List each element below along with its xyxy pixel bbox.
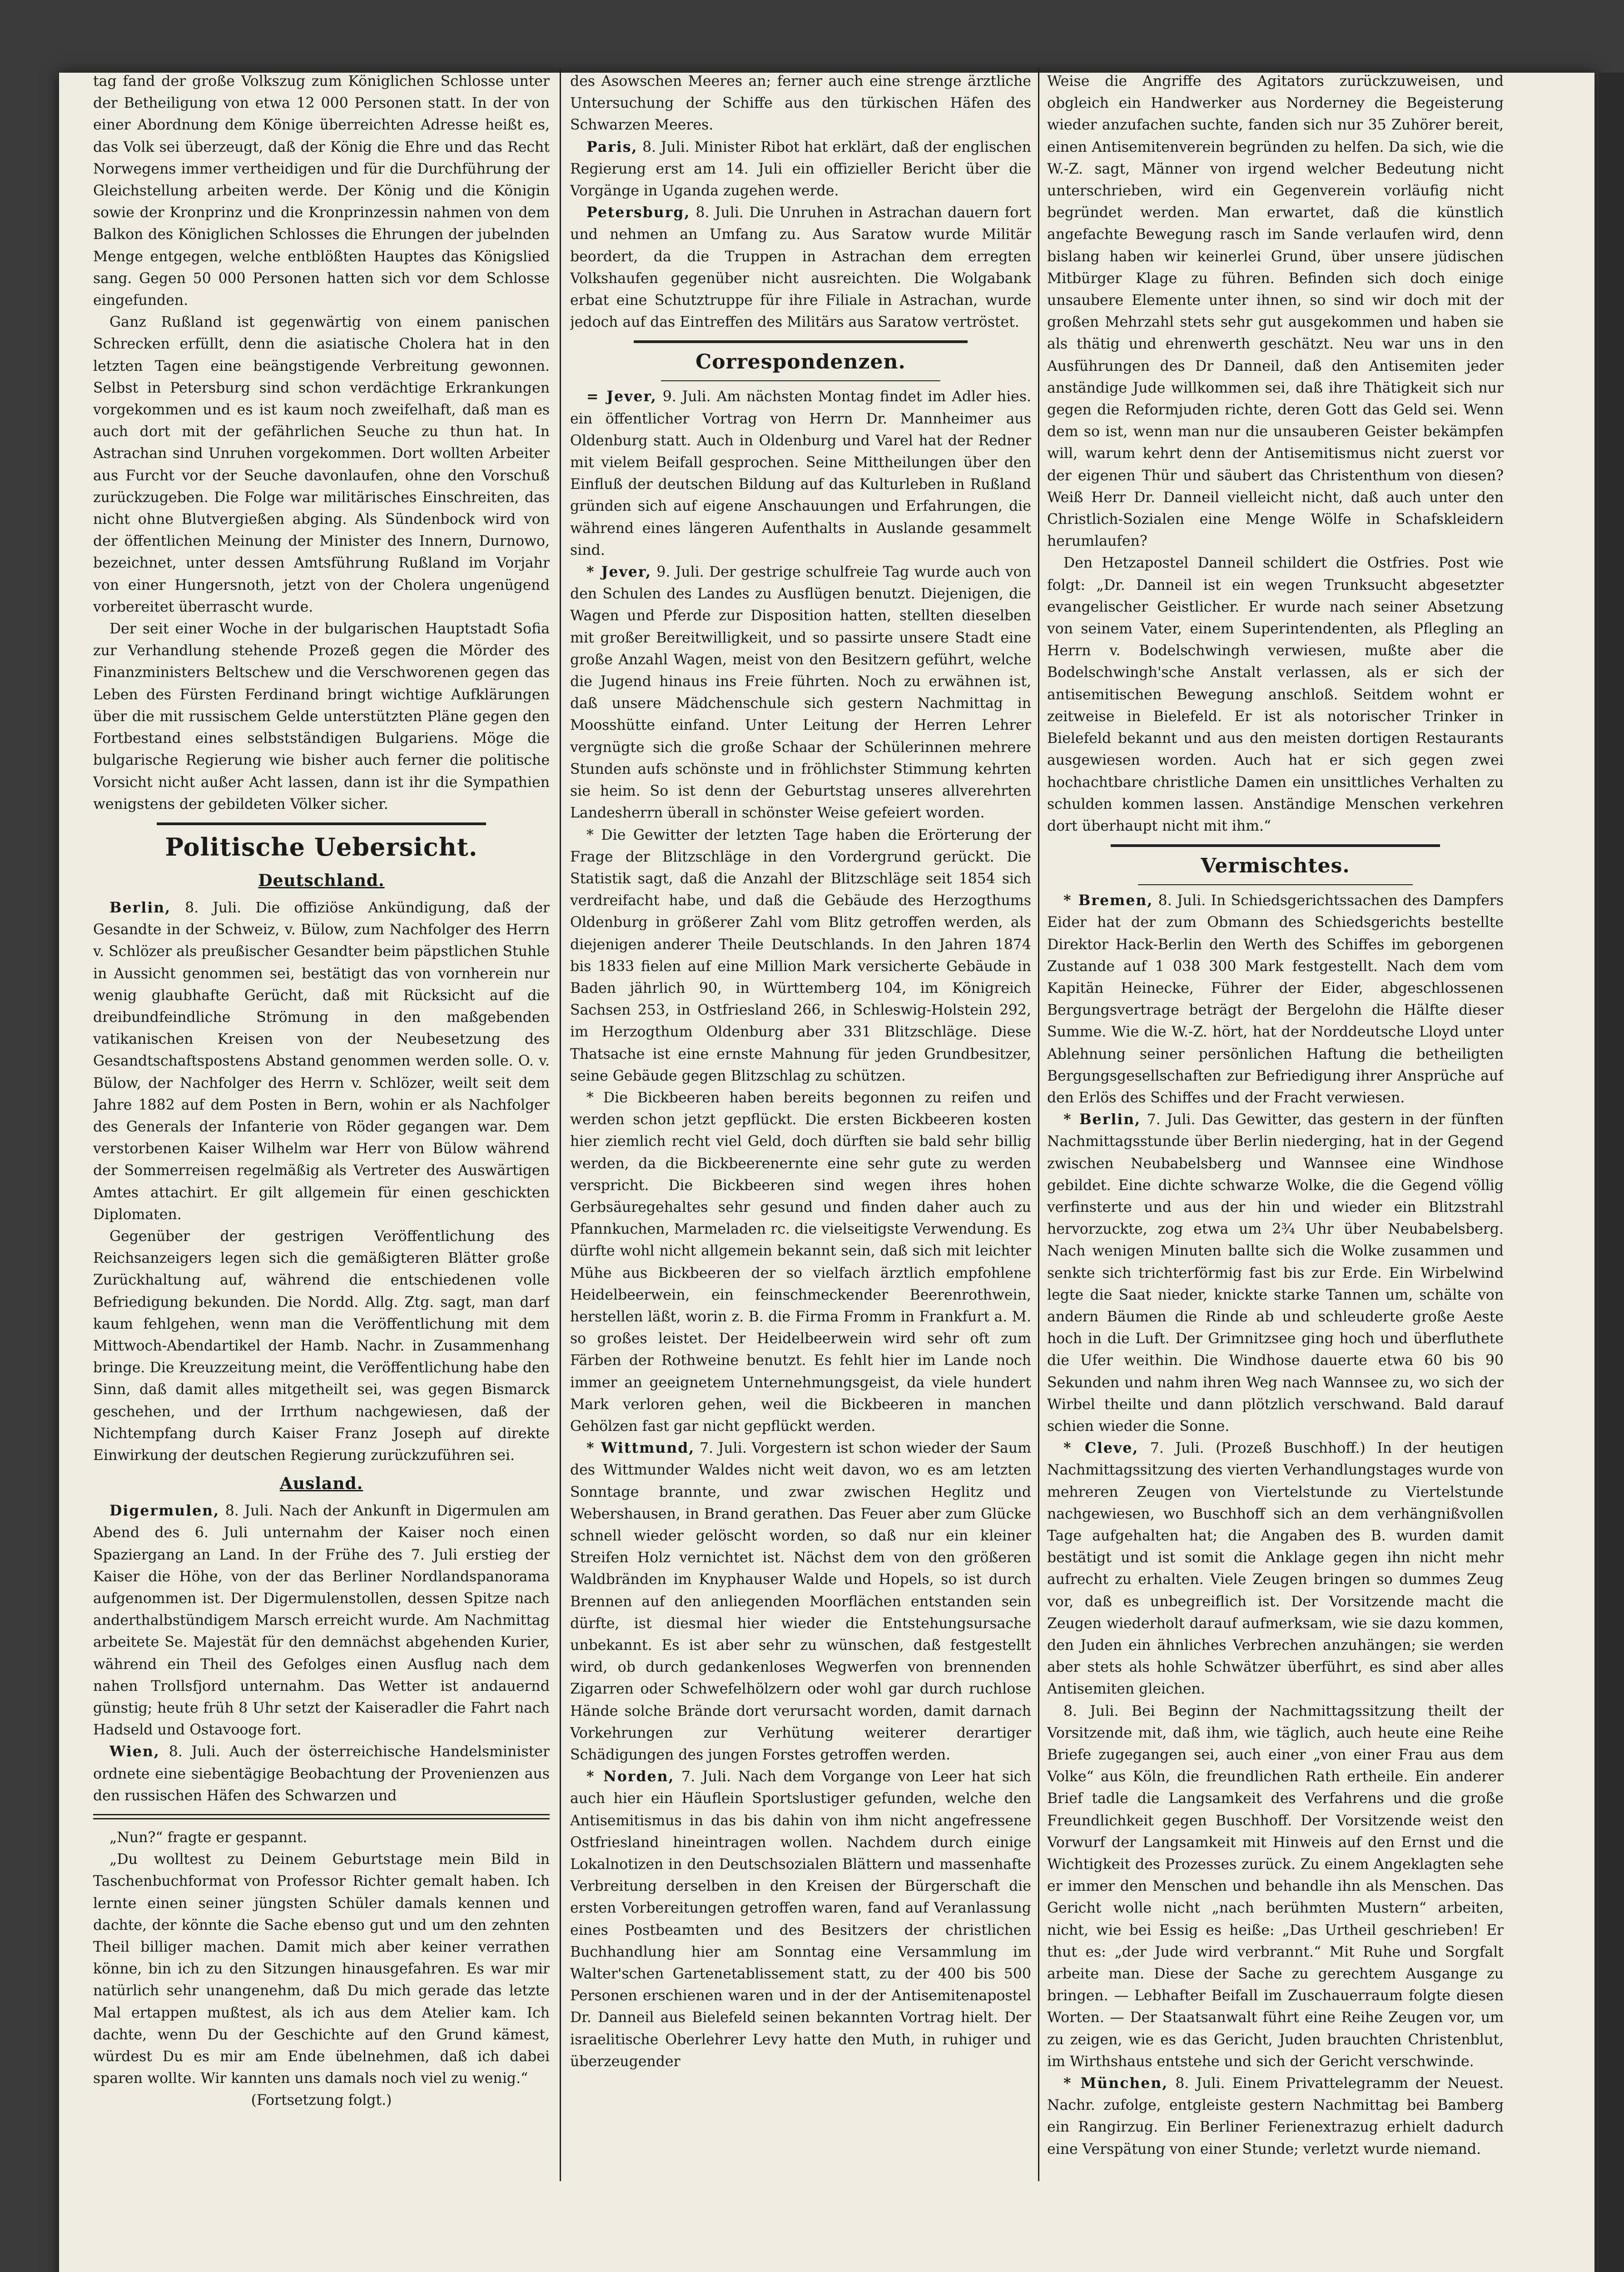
section-heading: Vermischtes.: [1201, 854, 1350, 878]
dateline: * München,: [1063, 2075, 1168, 2092]
dateline: = Jever,: [586, 388, 657, 405]
feuilleton-paragraph: „Nun?“ fragte er gespannt.: [109, 1829, 308, 1846]
section-rule: [1111, 844, 1440, 847]
article-text: 7. Juli. Nach dem Vorgange von Leer hat sich auch hier ein Häuflein Sportslustiger gefunden, welche den Antisemitismus in das bis dahin von ihm nicht angefressene Ostfriesland hineintragen wollen. Nachdem durch einige Lokalnotizen in den Deutschsozialen Blättern und massenhafte Verbreitung derselben in den Kreisen der Bürgerschaft die ersten Vorbereitungen getroffen waren, fand auf Veranlassung eines Postbeamten und des Besitzers der christlichen Buchhandlung hier am Sonntag eine Versammlung im Walter'schen Gartenetablissement statt, zu der 400 bis 500 Personen erschienen waren und in der der Antisemitenapostel Dr. Danneil aus Bielefeld seinen bekannten Vortrag hielt. Der israelitische Oberlehrer Levy hatte den Muth, in ruhiger und überzeugender: [570, 1769, 1031, 2070]
article-text: 8. Juli. Die offiziöse Ankündigung, daß der Gesandte in der Schweiz, v. Bülow, zum Nachfolger des Herrn v. Schlözer als preußischer Gesandter beim päpstlichen Stuhle in Aussicht genommen sei, bestätigt das von vornherein nur wenig glaubhafte Gerücht, daß mit Rücksicht auf die dreibundfeindliche Strömung in den maßgebenden vatikanischen Kreisen von der Neubesetzung des Gesandtschaftspostens Abstand genommen werden solle. O. v. Bülow, der Nachfolger des Herrn v. Schlözer, weilt seit dem Jahre 1882 auf dem Posten in Bern, wohin er als Nachfolger des Generals der Infanterie von Röder gegangen war. Dem verstorbenen Kaiser Wilhelm war Herr von Bülow während der Sommerreisen regelmäßig als Vertreter des Auswärtigen Amtes attachirt. Er gilt allgemein für einen geschickten Diplomaten.: [93, 899, 550, 1223]
article-text: 8. Juli. In Schiedsgerichtssachen des Dampfers Eider hat der zum Obmann des Schiedsgerichts bestellte Direktor Hack-Berlin den Werth des Schiffes im geborgenen Zustande auf 1 038 300 Mark festgestellt. Nach dem vom Kapitän Heinecke, Führer der Eider, abgeschlossenen Bergungsvertrage beträgt der Bergelohn die Hälfte dieser Summe. Wie die W.-Z. hört, hat der Norddeutsche Lloyd unter Ablehnung seiner persönlichen Haftung die betheiligten Bergungsgesellschaften zur Befriedigung ihrer Ansprüche auf den Erlös des Schiffes und der Fracht verwiesen.: [1047, 892, 1504, 1106]
article-paragraph: tag fand der große Volkszug zum Königlichen Schlosse unter der Betheiligung von etwa 12 000 Personen statt. In der von einer Abordnung dem Könige überreichten Adresse heißt es, das Volk sei überzeugt, daß der König die Ehre und das Recht Norwegens immer vertheidigen und für die Durchführung der Gleichstellung arbeiten werde. Der König und die Königin sowie der Kronprinz und die Kronprinzessin nahmen von dem Balkon des Königlichen Schlosses die Ehrungen der jubelnden Menge entgegen, welche entblößten Hauptes das Königslied sang. Gegen 50 000 Personen hatten sich vor dem Schlosse eingefunden.: [93, 73, 550, 309]
dateline: Digermulen,: [109, 1502, 220, 1520]
dateline: * Wittmund,: [586, 1440, 695, 1457]
article-paragraph: Weise die Angriffe des Agitators zurückzuweisen, und obgleich ein Handwerker aus Norderney die Begeisterung wieder anzufachen suchte, fanden sich nur 35 Zuhörer bereit, einen Antisemitenverein begründen zu helfen. Da sich, wie die W.-Z. sagt, Männer von irgend welcher Bedeutung nicht unterschrieben, wird ein Gegenverein vorläufig nicht begründet werden. Man erwartet, daß die künstlich angefachte Bewegung rasch im Sande verlaufen wird, denn bislang haben wir keinerlei Grund, über unsere jüdischen Mitbürger Klage zu führen. Befinden sich doch einige unsaubere Elemente unter ihnen, so sind wir doch mit der großen Mehrzahl stets sehr gut ausgekommen und haben sie als thätig und ehrenwerth geschätzt. Neu war uns in den Ausführungen des Dr Danneil, daß den Antisemiten jeder anständige Jude willkommen sei, daß ihre Thätigkeit sich nur gegen die Reformjuden richte, deren Gott das Geld sei. Wenn dem so ist, wenn man nur die unsauberen Geister bekämpfen will, warum kehrt denn der Antisemitismus nicht zuerst vor der eigenen Thür und säubert das Christenthum von diesen? Weiß Herr Dr. Danneil vielleicht nicht, daß auch unter den Christlich-Sozialen eine Menge Wölfe in Schafskleidern herumlaufen?: [1047, 73, 1504, 550]
feuilleton-paragraph: „Du wolltest zu Deinem Geburtstage mein Bild in Taschenbuchformat von Professor Richter gemalt haben. Ich lernte einen seiner jüngsten Schüler damals kennen und dachte, der könnte die Sache ebenso gut und um den zehnten Theil billiger machen. Damit mich aber keiner verrathen könne, bin ich zu den Sitzungen hinausgefahren. Es war mir natürlich sehr unangenehm, daß Du mich gerade das letzte Mal ertappen mußtest, als ich aus dem Atelier kam. Ich dachte, wenn Du der Geschichte auf den Grund kämest, würdest Du es mir am Ende übelnehmen, daß ich dabei sparen wollte. Wir kannten uns damals noch viel zu wenig.“: [93, 1851, 550, 2087]
article-text: 7. Juli. Das Gewitter, das gestern in der fünften Nachmittagsstunde über Berlin niederging, hat in der Gegend zwischen Neubabelsberg und Wannsee eine Windhose gebildet. Eine dichte schwarze Wolke, die die Gegend völlig verfinsterte und aus der hin und wieder ein Blitzstrahl hervorzuckte, zog etwa um 2¾ Uhr über Neubabelsberg. Nach wenigen Minuten ballte sich die Wolke zusammen und senkte sich trichterförmig fast bis zur Erde. Ein Wirbelwind legte die Saat nieder, knickte starke Tannen um, schälte von andern Bäumen die Rinde ab und schleuderte große Aeste hoch in die Luft. Der Grimnitzsee ging hoch und überfluthete die Ufer weithin. Die Windhose dauerte etwa 60 bis 90 Sekunden und nahm ihren Weg nach Wannsee zu, wo sich der Wirbel theilte und dann plötzlich verschwand. Bald darauf schien wieder die Sonne.: [1047, 1111, 1504, 1435]
article-text: 8. Juli. Nach der Ankunft in Digermulen am Abend des 6. Juli unternahm der Kaiser noch einen Spaziergang an Land. In der Frühe des 7. Juli erstieg der Kaiser die Höhe, von der das Berliner Nordlandspanorama aufgenommen ist. Der Digermulenstollen, dessen Spitze nach anderthalbstündigem Marsch erreicht wurde. Am Nachmittag arbeitete Se. Majestät für den demnächst abgehenden Kurier, während ein Theil des Gefolges einen Ausflug nach dem nahen Trollsfjord unternahm. Das Wetter ist andauernd günstig; heute früh 8 Uhr setzt der Kaiseradler die Fahrt nach Hadseld und Ostavooge fort.: [93, 1503, 550, 1739]
article-paragraph: 8. Juli. Bei Beginn der Nachmittagssitzung theilt der Vorsitzende mit, daß ihm, wie täglich, auch heute eine Reihe Briefe zugegangen sei, auch einer „von einer Frau aus dem Volke“ aus Köln, die freundlichen Rath ertheile. Ein anderer Brief tadle die Langsamkeit des Verfahrens und die große Freundlichkeit gegen Buschhoff. Der Vorsitzende weist den Vorwurf der Langsamkeit mit Hinweis auf den Ernst und die Wichtigkeit des Prozesses zurück. Zu einem Angeklagten sehe er immer den Menschen und behandle ihn als Menschen. Das Gericht wolle nicht „nach berühmten Mustern“ arbeiten, nicht, wie bei Essig es heiße: „Das Urtheil geschrieben! Er thut es: „der Jude wird verbrannt.“ Mit Ruhe und Sorgfalt arbeite man. Diese der Sache zu gerechtem Ausgange zu bringen. — Lebhafter Beifall im Zuschauerraum folgte diesen Worten. — Der Staatsanwalt führt eine Reihe Zeugen vor, um zu zeigen, wie es das Gericht, Juden brauchten Christenblut, im Wirthshaus entstehe und sich der Gericht verschwinde.: [1047, 1703, 1504, 2070]
column-divider: [560, 68, 561, 2181]
article-paragraph: * Die Gewitter der letzten Tage haben die Erörterung der Frage der Blitzschläge in den Vordergrund gerückt. Die Statistik sagt, daß die Anzahl der Blitzschläge seit 1854 sich verdreifacht habe, und daß die Gebäude des Herzogthums Oldenburg in größerer Zahl vom Blitz getroffen werden, als diejenigen anderer Theile Deutschlands. In den Jahren 1874 bis 1833 fielen auf eine Million Mark versicherte Gebäude in Baden jährlich 90, in Württemberg 104, im Königreich Sachsen 253, in Ostfriesland 266, in Schleswig-Holstein 292, im Herzogthum Oldenburg aber 331 Blitzschläge. Diese Thatsache ist eine ernste Mahnung für jeden Grundbesitzer, seine Gebäude gegen Blitzschlag zu schützen.: [570, 827, 1031, 1084]
article-paragraph: Gegenüber der gestrigen Veröffentlichung des Reichsanzeigers legen sich die gemäßigteren Blätter große Zurückhaltung auf, während die entschiedenen volle Befriedigung bekunden. Die Nordd. Allg. Ztg. sagt, man darf kaum fehlgehen, wenn man die Veröffentlichung mit dem Mittwoch-Abendartikel der Hamb. Nachr. in Zusammenhang bringe. Die Kreuzzeitung meint, die Veröffentlichung habe den Sinn, daß damit alles mitgetheilt sei, was gegen Bismarck geschehen, und der Irrthum nachgewiesen, daß der Nichtempfang durch Kaiser Franz Joseph auf direkte Einwirkung der deutschen Regierung zurückzuführen sei.: [93, 1228, 550, 1464]
article-paragraph: * Die Bickbeeren haben bereits begonnen zu reifen und werden schon jetzt gepflückt. Die ersten Bickbeeren kosten hier ziemlich recht viel Geld, doch dürften sie bald sehr billig werden, da die Bickbeerenernte eine sehr gute zu werden verspricht. Die Bickbeeren sind wegen ihres hohen Gerbsäuregehaltes sehr gesund und finden daher auch zu Pfannkuchen, Marmeladen rc. die vielseitigste Verwendung. Es dürfte wohl nicht allgemein bekannt sein, daß sich mit leichter Mühe aus Bickbeeren der so vielfach ärztlich empfohlene Heidelbeerwein, ein feinschmeckender Beerenrothwein, herstellen läßt, worin z. B. die Firma Fromm in Frankfurt a. M. so großes leistet. Der Heidelbeerwein wird sehr oft zum Färben der Rothweine benutzt. Es fehlt hier im Lande noch immer an geeignetem Unternehmungsgeist, da viele hundert Mark verloren gehen, weil die Bickbeeren in manchen Gehölzen fast gar nicht gepflückt werden.: [570, 1089, 1031, 1435]
heading-rule: [1138, 884, 1413, 885]
article-paragraph: Ganz Rußland ist gegenwärtig von einem panischen Schrecken erfüllt, denn die asiatische Cholera hat in den letzten Tagen eine beängstigende Verbreitung gewonnen. Selbst in Petersburg sind schon verdächtige Erkrankungen vorgekommen und es ist kaum noch zweifelhaft, daß man es auch dort mit der gefährlichen Seuche zu thun hat. In Astrachan sind Unruhen vorgekommen. Dort wollten Arbeiter aus Furcht vor der Seuche davonlaufen, ohne den Vorschuß zurückzugeben. Die Folge war militärisches Einschreiten, das nicht ohne Blutvergießen abging. Als Sündenbock wird von der öffentlichen Meinung der Minister des Innern, Durnowo, bezeichnet, unter dessen Amtsführung Rußland im Vorjahr von einer Hungersnoth, jetzt von der Cholera ungenügend vorbereitet überrascht wurde.: [93, 314, 550, 615]
dateline: * Berlin,: [1063, 1111, 1141, 1128]
continuation-note: (Fortsetzung folgt.): [251, 2092, 392, 2109]
section-heading: Politische Uebersicht.: [165, 832, 478, 862]
article-paragraph: Der seit einer Woche in der bulgarischen Hauptstadt Sofia zur Verhandlung stehende Prozeß gegen die Mörder des Finanzministers Beltschew und die Verschworenen gegen das Leben des Fürsten Ferdinand bringt wichtige Aufklärungen über die mit russischem Gelde unterstützten Pläne gegen den Fortbestand eines selbstständigen Bulgariens. Möge die bulgarische Regierung wie bisher auch ferner die politische Vorsicht nicht außer Acht lassen, dann ist ihr die Sympathien wenigstens der gebildeten Völker sicher.: [93, 621, 550, 812]
column-divider: [1038, 68, 1039, 2181]
feuilleton-divider: [93, 1814, 550, 1819]
page-edge: [1599, 73, 1624, 2272]
article-text: 9. Juli. Am nächsten Montag findet im Adler hies. ein öffentlicher Vortrag von Herrn Dr. Mannheimer aus Oldenburg statt. Auch in Oldenburg und Varel hat der Redner mit vielem Beifall gesprochen. Seine Mittheilungen über den Einfluß der deutschen Bildung auf das Kulturleben in Rußland gründen sich auf eigene Anschauungen und Erfahrungen, die während eines längeren Aufenthalts in Auslande gesammelt sind.: [570, 389, 1031, 558]
section-rule: [634, 340, 968, 343]
subsection-heading: Deutschland.: [258, 871, 385, 890]
article-text: 7. Juli. Vorgestern ist schon wieder der Saum des Wittmunder Waldes nicht weit davon, wo es am letzten Sonntage brannte, und zwar zwischen Heglitz und Webershausen, in Brand gerathen. Das Feuer aber zum Glücke schnell wieder gelöscht worden, so daß nur ein kleiner Streifen Holz vernichtet ist. Nächst dem von den größeren Waldbränden im Knyphauser Walde und Hopels, so ist durch Brennen auf den anliegenden Moorflächen entstanden sein dürfte, ist diesmal hier wieder die Entstehungsursache unbekannt. Es ist aber sehr zu wünschen, daß festgestellt wird, ob durch gedankenloses Wegwerfen von brennenden Zigarren oder Schwefelhölzern oder wohl gar durch ruchlose Hände solche Brände dort verursacht worden, damit darnach Vorkehrungen zur Verhütung weiterer derartiger Schädigungen des jungen Forstes getroffen werden.: [570, 1440, 1031, 1764]
column-2: [570, 70, 1031, 2179]
section-heading: Correspondenzen.: [695, 350, 906, 374]
article-text: 7. Juli. (Prozeß Buschhoff.) In der heutigen Nachmittagssitzung des vierten Verhandlungstages wurde von mehreren Zeugen von Viertelstunde zu Viertelstunde nachgewiesen, wo Buschhoff sich an dem verhängnißvollen Tage aufgehalten hat; die Angaben des B. wurden damit bestätigt und ist somit die Anklage gegen ihn nicht mehr aufrecht zu erhalten. Viele Zeugen bringen so dummes Zeug vor, daß es unbegreiflich ist. Der Vorsitzende macht die Zeugen wiederholt darauf aufmerksam, wie sie dazu kommen, den Juden ein ähnliches Verbrechen anzuhängen; sie werden aber stets als hohle Schwätzer überführt, es sind aber alles Antisemiten gleichen.: [1047, 1440, 1504, 1698]
article-text: 8. Juli. Einem Privattelegramm der Neuest. Nachr. zufolge, entgleiste gestern Nachmittag bei Bamberg ein Rangirzug. Ein Berliner Ferienextrazug erhielt dadurch eine Verspätung von einer Stunde; verletzt wurde niemand.: [1047, 2075, 1504, 2157]
column-3: [1047, 70, 1504, 2179]
dateline: * Jever,: [586, 563, 652, 581]
article-paragraph: Den Hetzapostel Danneil schildert die Ostfries. Post wie folgt: „Dr. Danneil ist ein wegen Trunksucht abgesetzter evangelischer Geistlicher. Er wurde nach seiner Absetzung von seinem Vater, einem Superintendenten, als Pflegling an Herrn v. Bodelschwingh verwiesen, mußte aber die Bodelschwingh'sche Anstalt verlassen, als er sich der antisemitischen Bewegung anschloß. Seitdem wohnt er zeitweise in Bielefeld. Er ist als notorischer Trinker in Bielefeld bekannt und aus den meisten dortigen Restaurants ausgewiesen worden. Auch hat er sich gegen zwei hochachtbare christliche Damen ein unsittliches Verhalten zu schulden kommen lassen. Anständige Menschen verkehren dort überhaupt nicht mit ihm.“: [1047, 555, 1504, 834]
dateline: * Bremen,: [1063, 892, 1153, 909]
dateline: Wien,: [109, 1743, 160, 1760]
article-text: 8. Juli. Auch der österreichische Handelsminister ordnete eine siebentägige Beobachtung der Provenienzen aus den russischen Häfen des Schwarzen und: [93, 1744, 550, 1804]
dateline: * Cleve,: [1063, 1440, 1139, 1457]
dateline: Berlin,: [109, 899, 171, 916]
article-text: 8. Juli. Die Unruhen in Astrachan dauern fort und nehmen an Umfang zu. Aus Saratow wurde Militär beordert, da die Truppen in Astrachan dem erregten Volkshaufen gegenüber nicht ausreichten. Die Wolgabank erbat eine Schutztruppe für ihre Filiale in Astrachan, wurde jedoch auf das Eintreffen des Militärs aus Saratow vertröstet.: [570, 204, 1031, 331]
heading-rule: [661, 380, 940, 381]
article-text: 9. Juli. Der gestrige schulfreie Tag wurde auch von den Schulen des Landes zu Ausflügen benutzt. Diejenigen, die Wagen und Pferde zur Disposition hatten, stellten dieselben mit großer Bereitwilligkeit, und so passirte unsere Stadt eine große Anzahl Wagen, meist von den Besitzern geführt, welche die Jugend hinaus ins Freie führten. Noch zu erwähnen ist, daß unsere Mädchenschule sich gestern Nachmittag in Moosshütte einfand. Unter Leitung der Herren Lehrer vergnügte sich die große Schaar der Schülerinnen mehrere Stunden aufs schönste und in fröhlichster Stimmung kehrten sie heim. So ist denn der Geburtstag unseres allverehrten Landesherrn überall in schönster Weise gefeiert worden.: [570, 564, 1031, 822]
dateline: Petersburg,: [586, 204, 690, 221]
column-1: [93, 70, 550, 2179]
dateline: * Norden,: [586, 1768, 675, 1785]
article-text: 8. Juli. Minister Ribot hat erklärt, daß der englischen Regierung erst am 14. Juli ein offizieller Bericht über die Vorgänge in Uganda zugehen werde.: [570, 139, 1031, 199]
dateline: Paris,: [586, 138, 638, 155]
section-rule: [157, 822, 486, 825]
article-paragraph: des Asowschen Meeres an; ferner auch eine strenge ärztliche Untersuchung der Schiffe aus den türkischen Häfen des Schwarzen Meeres.: [570, 73, 1031, 134]
subsection-heading: Ausland.: [279, 1474, 363, 1494]
